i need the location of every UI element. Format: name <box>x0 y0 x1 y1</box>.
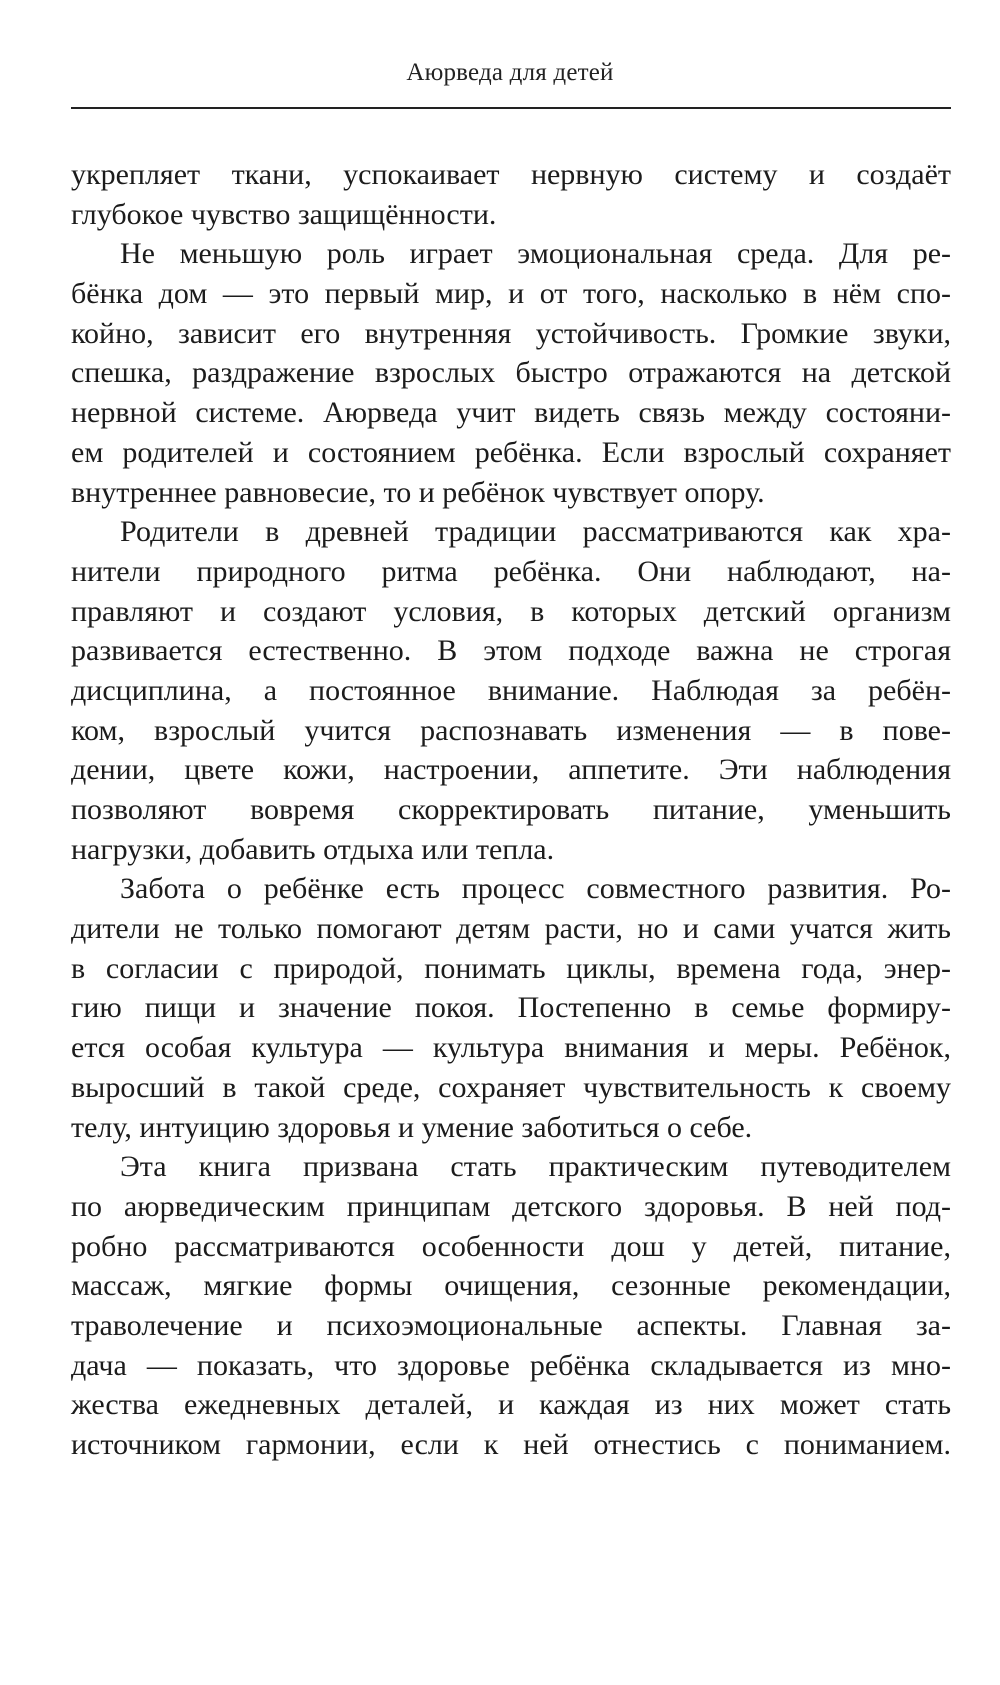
paragraph <box>71 869 951 1147</box>
text-line: дача — показать, что здоровье ребёнка складывается из мно- <box>71 1348 951 1382</box>
text-line: развивается естественно. В этом подходе важна не строгая <box>71 634 951 668</box>
text-line: гию пищи и значение покоя. Постепенно в семье формиру- <box>71 991 951 1025</box>
text-line: Забота о ребёнке есть процесс совместного развития. Ро- <box>120 872 951 906</box>
text-line: нители природного ритма ребёнка. Они наблюдают, на- <box>71 554 951 588</box>
text-line: бёнка дом — это первый мир, и от того, насколько в нём спо- <box>71 277 951 311</box>
text-line: жества ежедневных деталей, и каждая из них может стать <box>71 1388 951 1422</box>
text-line: ем родителей и состоянием ребёнка. Если взрослый сохраняет <box>71 435 951 469</box>
text-line: в согласии с природой, понимать циклы, времена года, энер- <box>71 951 951 985</box>
body-text <box>71 155 951 1465</box>
text-line: Не меньшую роль играет эмоциональная среда. Для ре- <box>120 237 951 271</box>
text-line: внутреннее равновесие, то и ребёнок чувствует опору. <box>71 475 765 509</box>
text-line: укрепляет ткани, успокаивает нервную систему и создаёт <box>71 158 951 191</box>
text-line: позволяют вовремя скорректировать питание, уменьшить <box>71 793 951 826</box>
text-line: ком, взрослый учится распознавать изменения — в пове- <box>71 713 951 747</box>
text-line: дении, цвете кожи, настроении, аппетите. Эти наблюдения <box>71 753 951 787</box>
text-line: массаж, мягкие формы очищения, сезонные рекомендации, <box>71 1269 951 1303</box>
paragraph <box>71 234 951 512</box>
header-rule <box>71 107 951 109</box>
paragraph <box>71 1147 951 1465</box>
text-line: нервной системе. Аюрведа учит видеть связь между состояни- <box>71 396 951 430</box>
text-line: ется особая культура — культура внимания и меры. Ребёнок, <box>71 1031 951 1065</box>
text-line: траволечение и психоэмоциональные аспекты. Главная за- <box>71 1308 951 1342</box>
text-line: койно, зависит его внутренняя устойчивость. Громкие звуки, <box>71 316 951 350</box>
text-line: дисциплина, а постоянное внимание. Наблюдая за ребён- <box>71 673 951 707</box>
text-line: нагрузки, добавить отдыха или тепла. <box>71 832 555 866</box>
text-line: источником гармонии, если к ней отнестись с пониманием. <box>71 1428 951 1461</box>
paragraph <box>71 512 951 869</box>
text-line: выросший в такой среде, сохраняет чувствительность к своему <box>71 1070 951 1104</box>
text-line: глубокое чувство защищённости. <box>71 197 497 231</box>
text-line: Эта книга призвана стать практическим путеводителем <box>120 1150 951 1184</box>
text-line: Родители в древней традиции рассматриваются как хра- <box>120 515 951 549</box>
text-line: спешка, раздражение взрослых быстро отражаются на детской <box>71 356 951 390</box>
text-line: по аюрведическим принципам детского здоровья. В ней под- <box>71 1189 951 1223</box>
text-line: телу, интуицию здоровья и умение заботиться о себе. <box>71 1110 753 1144</box>
paragraph <box>71 155 951 234</box>
running-head: Аюрведа для детей <box>406 59 614 86</box>
text-line: дители не только помогают детям расти, но и сами учатся жить <box>71 912 951 946</box>
text-line: правляют и создают условия, в которых детский организм <box>71 594 951 628</box>
text-line: робно рассматриваются особенности дош у детей, питание, <box>71 1229 951 1263</box>
